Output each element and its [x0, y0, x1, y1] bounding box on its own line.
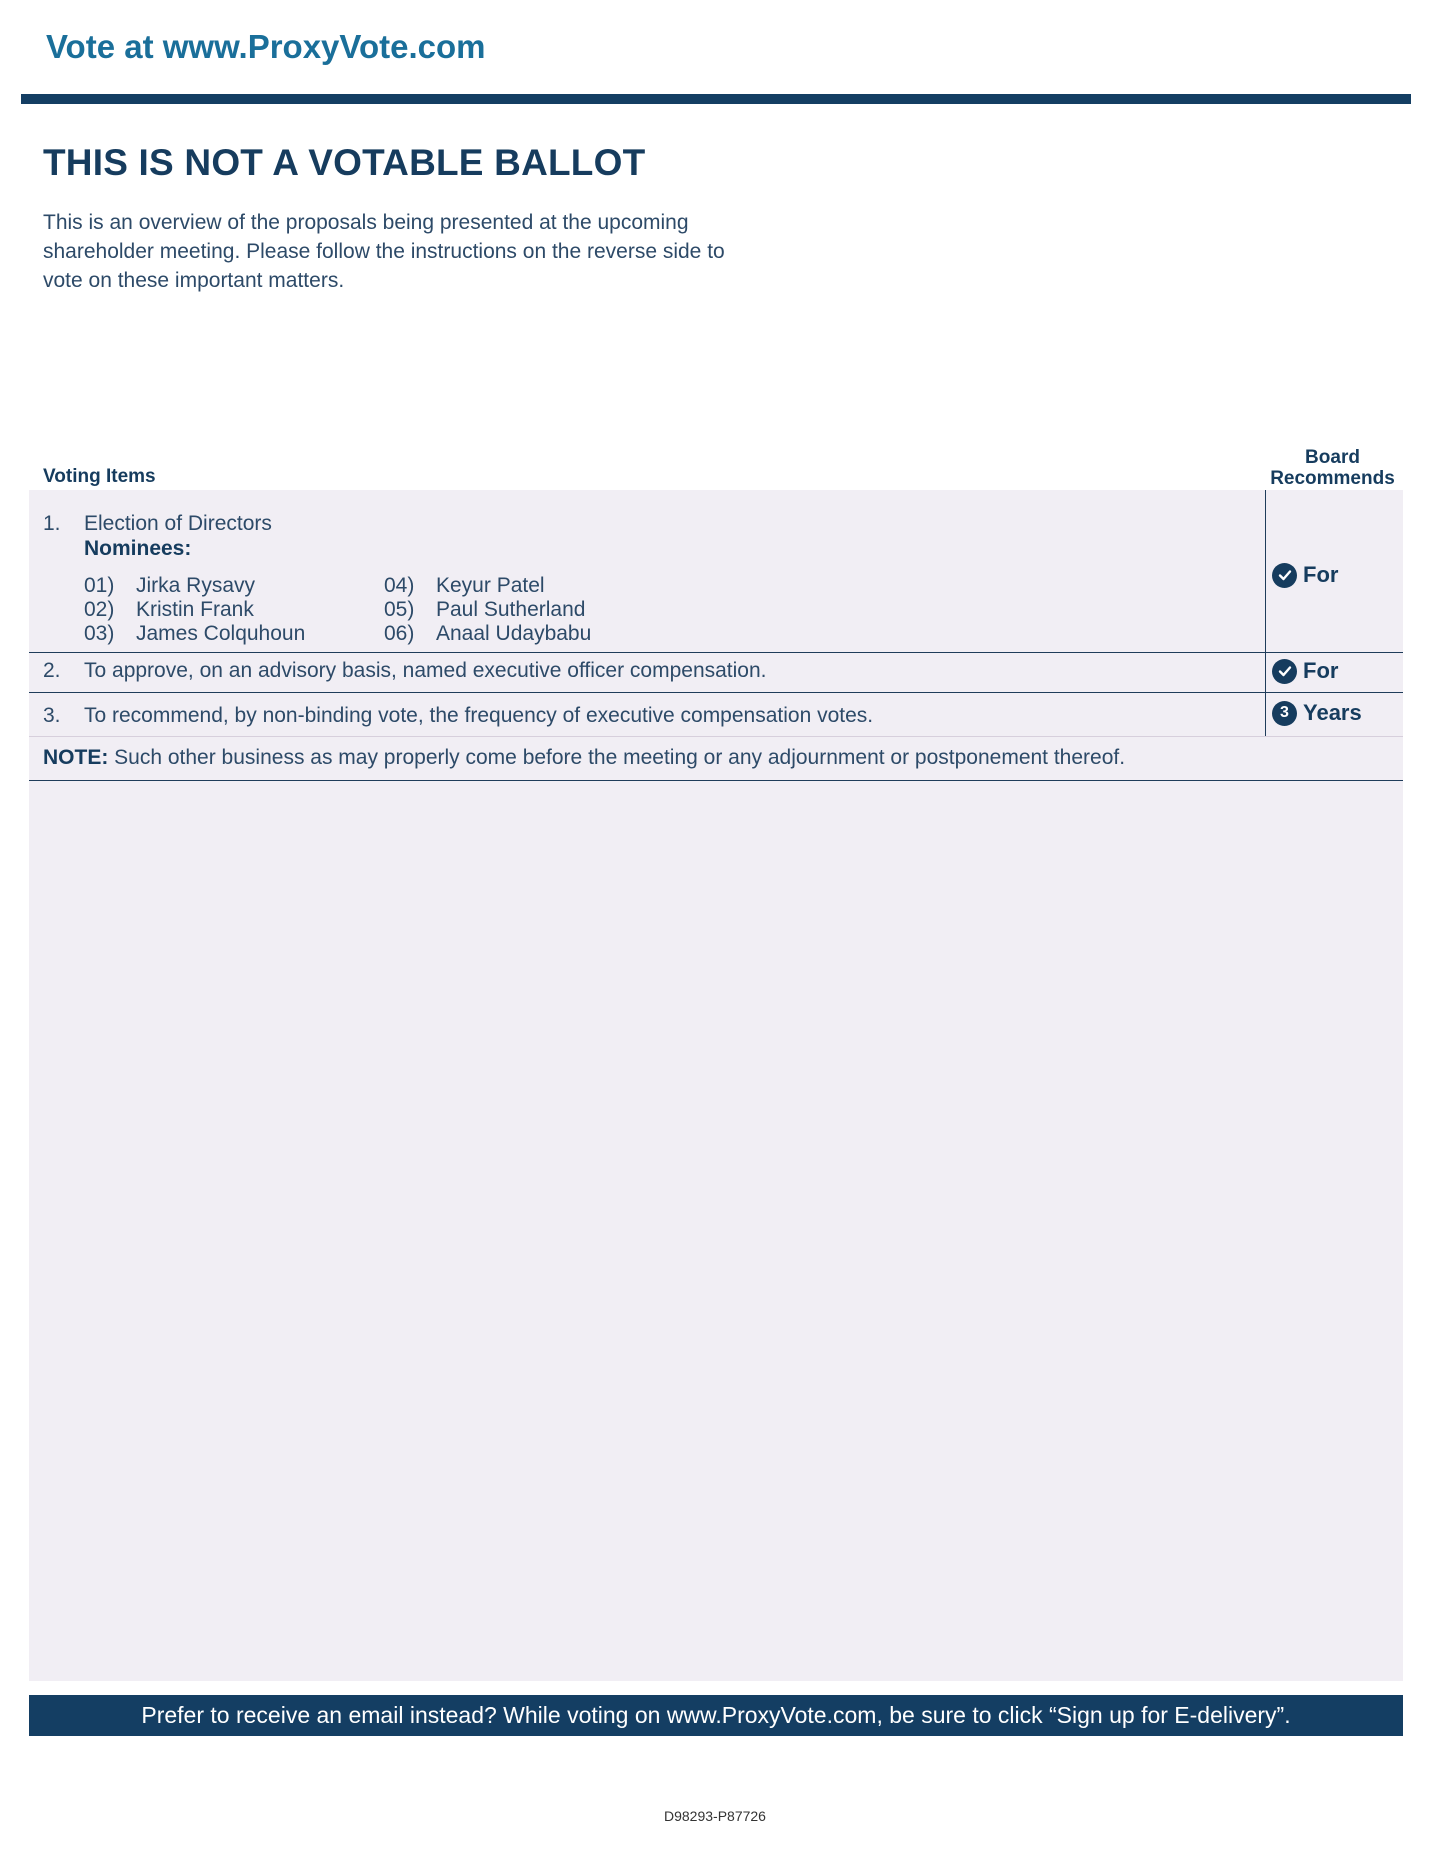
nominee-name: Anaal Udaybabu: [436, 622, 592, 645]
nominee-number: 06): [384, 622, 415, 645]
nominee: [84, 574, 255, 598]
nominee: [84, 622, 305, 646]
item-text: Election of Directors: [84, 512, 272, 535]
recommendation-column-divider: [1265, 490, 1266, 736]
nominee-name: Kristin Frank: [136, 598, 254, 621]
check-icon: [1272, 563, 1297, 588]
nominee-name: Keyur Patel: [436, 574, 545, 597]
item-text: To recommend, by non-binding vote, the frequency of executive compensation votes.: [84, 704, 874, 727]
nominee: [384, 622, 591, 646]
page-title: THIS IS NOT A VOTABLE BALLOT: [43, 142, 646, 183]
recommendation-label: For: [1303, 562, 1339, 587]
nominee: [384, 574, 545, 598]
recommendation-label: Years: [1303, 700, 1362, 725]
item-number: 2.: [43, 659, 61, 682]
proxyvote-link[interactable]: Vote at www.ProxyVote.com: [46, 28, 486, 65]
recommendation-label: For: [1303, 658, 1339, 683]
row-divider: [29, 652, 1403, 653]
item-number: 1.: [43, 512, 61, 535]
nominee-name: Paul Sutherland: [436, 598, 586, 621]
nominee-number: 04): [384, 574, 415, 597]
row-divider: [29, 736, 1403, 737]
board-recommends-header: Board Recommends: [1270, 447, 1395, 489]
nominees-label: Nominees:: [84, 537, 192, 560]
item-text: To approve, on an advisory basis, named executive officer compensation.: [84, 659, 767, 682]
nominee: [84, 598, 254, 622]
intro-paragraph: This is an overview of the proposals being presented at the upcoming shareholder meeting. Please follow the instructions on the reverse side to vote on these important matters.: [43, 211, 725, 292]
number-badge-icon: 3: [1272, 701, 1297, 726]
recommendation-for: [1272, 658, 1338, 684]
note-label: NOTE:: [43, 746, 109, 769]
recommendation-years: [1272, 700, 1362, 726]
nominee-number: 05): [384, 598, 415, 621]
item-number: 3.: [43, 704, 61, 727]
nominee-name: Jirka Rysavy: [136, 574, 256, 597]
note-text: [43, 746, 1125, 770]
nominee-number: 01): [84, 574, 115, 597]
voting-items-header: Voting Items: [43, 466, 156, 487]
note-divider: [29, 780, 1403, 781]
header-divider: [21, 94, 1411, 104]
check-icon: [1272, 659, 1297, 684]
nominee-name: James Colquhoun: [136, 622, 306, 645]
row-divider: [29, 692, 1403, 693]
note-body: Such other business as may properly come before the meeting or any adjournment or postponement thereof.: [108, 746, 1126, 769]
edelivery-banner: Prefer to receive an email instead? While voting on www.ProxyVote.com, be sure to click “Sign up for E-delivery”.: [29, 1695, 1403, 1736]
nominee: [384, 598, 585, 622]
document-code: D98293-P87726: [664, 1808, 766, 1824]
nominee-number: 02): [84, 598, 115, 621]
nominee-number: 03): [84, 622, 115, 645]
recommendation-for: [1272, 562, 1338, 588]
